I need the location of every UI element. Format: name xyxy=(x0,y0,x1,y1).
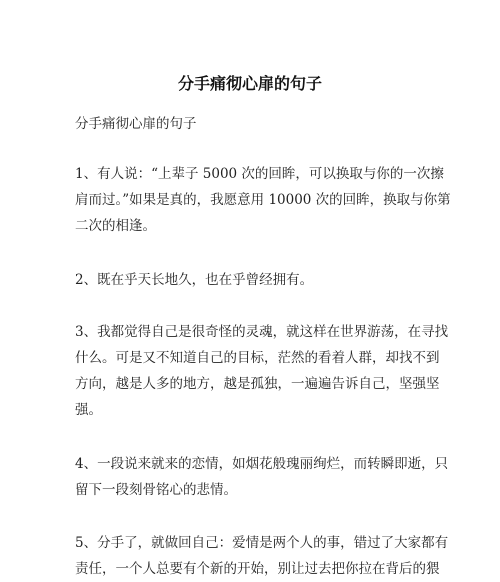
document-title: 分手痛彻心扉的句子 xyxy=(177,74,322,93)
paragraph-line: 5、分手了，就做回自己：爱情是两个人的事，错过了大家都有 xyxy=(75,535,449,551)
paragraph-line: 3、我都觉得自己是很奇怪的灵魂，就这样在世界游荡，在寻找 xyxy=(75,324,449,340)
paragraph-line: 留下一段刻骨铭心的悲情。 xyxy=(75,482,237,498)
paragraph-line: 二次的相逢。 xyxy=(75,218,156,234)
paragraph-line: 肩而过。”如果是真的，我愿意用 10000 次的回眸，换取与你第 xyxy=(75,192,451,208)
paragraph-line: 方向，越是人多的地方，越是孤独，一遍遍告诉自己，坚强坚 xyxy=(75,376,440,392)
paragraph-2 xyxy=(75,267,427,293)
paragraph-line: 2、既在乎天长地久，也在乎曾经拥有。 xyxy=(75,272,314,288)
paragraph-line: 责任，一个人总要有个新的开始，别让过去把你拉在背后的猥 xyxy=(75,561,440,577)
paragraph-5 xyxy=(75,530,449,582)
paragraph-3 xyxy=(75,319,449,423)
paragraph-line: 什么。可是又不知道自己的目标，茫然的看着人群，却找不到 xyxy=(75,350,440,366)
document-subtitle: 分手痛彻心扉的句子 xyxy=(75,116,197,132)
paragraph-1 xyxy=(75,161,451,239)
paragraph-4 xyxy=(75,451,449,503)
paragraph-line: 4、一段说来就来的恋情，如烟花般瑰丽绚烂，而转瞬即逝，只 xyxy=(75,456,449,472)
paragraph-line: 强。 xyxy=(75,402,102,418)
paragraph-line: 1、有人说：“上辈子 5000 次的回眸，可以换取与你的一次擦 xyxy=(75,166,444,182)
